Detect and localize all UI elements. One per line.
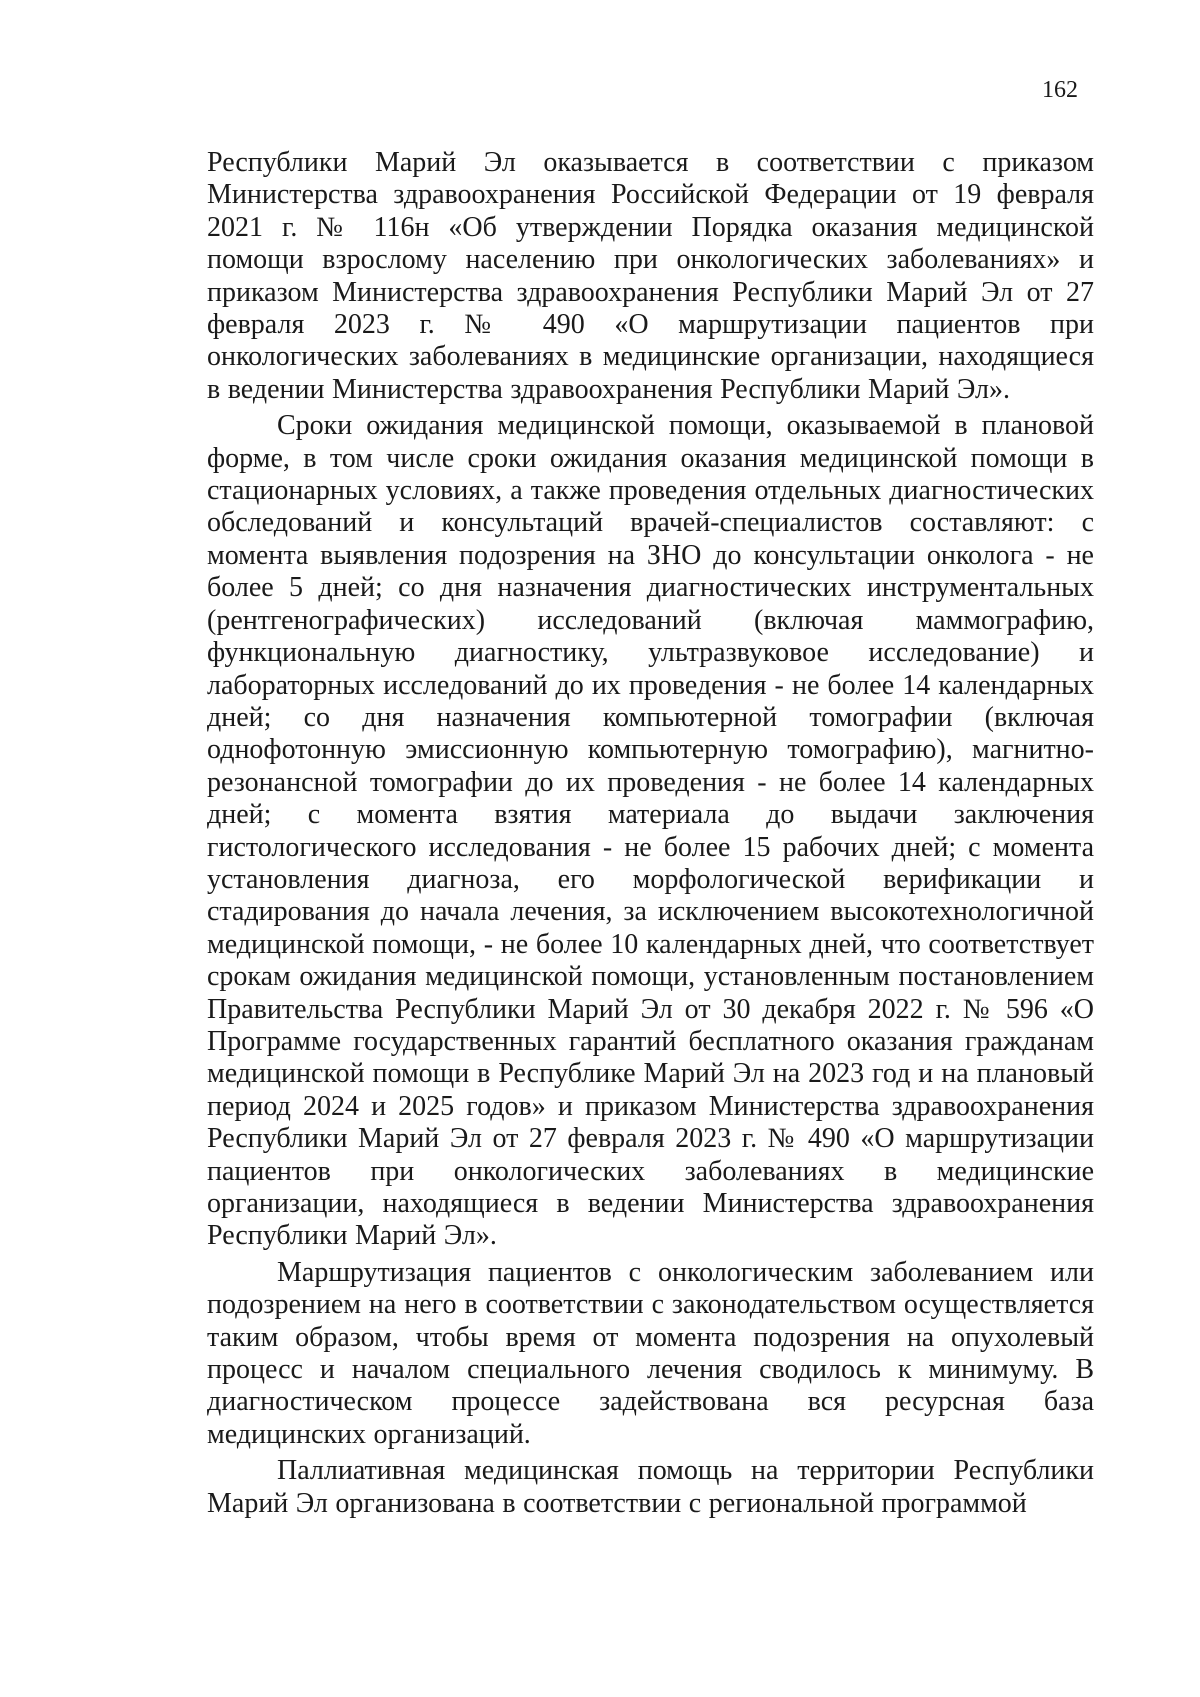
paragraph-waiting-times: Сроки ожидания медицинской помощи, оказываемой в плановой форме, в том числе сроки ожидания оказания медицинской помощи в стационарных условиях, а также проведения отдельных диагностических обследований и консультаций врачей-специалистов составляют: с момента выявления подозрения на ЗНО до консультации онколога - не более 5 дней; со дня назначения диагностических инструментальных (рентгенографических) исследований (включая маммографию, функциональную диагностику, ультразвуковое исследование) и лабораторных исследований до их проведения - не более 14 календарных дней; со дня назначения компьютерной томографии (включая однофотонную эмиссионную компьютерную томографию), магнитно-резонансной томографии до их проведения - не более 14 календарных дней; с момента взятия материала до выдачи заключения гистологического исследования - не более 15 рабочих дней; с момента установления диагноза, его морфологической верификации и стадирования до начала лечения, за исключением высокотехнологичной медицинской помощи, - не более 10 календарных дней, что соответствует срокам ожидания медицинской помощи, установленным постановлением Правительства Республики Марий Эл от 30 декабря 2022 г. № 596 «О Программе государственных гарантий бесплатного оказания гражданам медицинской помощи в Республике Марий Эл на 2023 год и на плановый период 2024 и 2025 годов» и приказом Министерства здравоохранения Республики Марий Эл от 27 февраля 2023 г. № 490 «О маршрутизации пациентов при онкологических заболеваниях в медицинские организации, находящиеся в ведении Министерства здравоохранения Республики Марий Эл».: [207, 410, 1094, 1252]
paragraph-palliative-care: Паллиативная медицинская помощь на территории Республики Марий Эл организована в соответствии с региональной программой: [207, 1455, 1094, 1519]
page-number: 162: [1042, 77, 1078, 103]
document-body: [207, 147, 1094, 1520]
paragraph-patient-routing: Маршрутизация пациентов с онкологическим заболеванием или подозрением на него в соответствии с законодательством осуществляется таким образом, чтобы время от момента подозрения на опухолевый процесс и началом специального лечения сводилось к минимуму. В диагностическом процессе задействована вся ресурсная база медицинских организаций.: [207, 1256, 1094, 1450]
paragraph-oncology-care-orders: Республики Марий Эл оказывается в соответствии с приказом Министерства здравоохранения Российской Федерации от 19 февраля 2021 г. № 116н «Об утверждении Порядка оказания медицинской помощи взрослому населению при онкологических заболеваниях» и приказом Министерства здравоохранения Республики Марий Эл от 27 февраля 2023 г. № 490 «О маршрутизации пациентов при онкологических заболеваниях в медицинские организации, находящиеся в ведении Министерства здравоохранения Республики Марий Эл».: [207, 147, 1094, 405]
